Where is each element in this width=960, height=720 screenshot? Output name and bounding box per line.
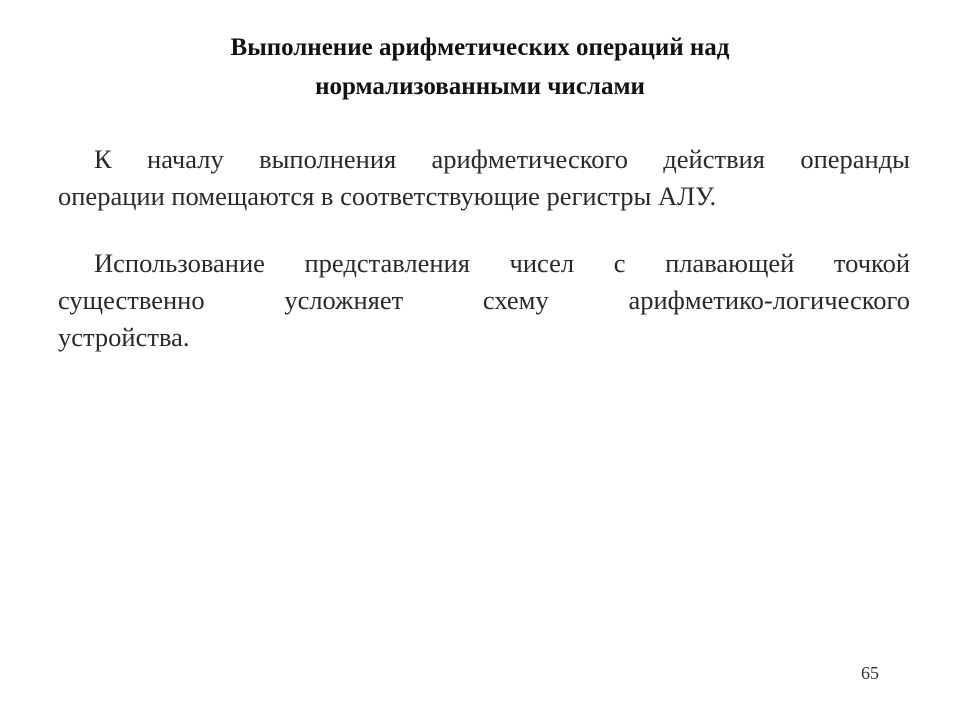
paragraph-2-line-2: существенно усложняет схему арифметико-логического — [58, 285, 910, 315]
paragraph-1 — [58, 141, 910, 215]
page-number: 65 — [861, 663, 879, 683]
slide-title-line-1: Выполнение арифметических операций над — [230, 34, 730, 61]
paragraph-1-line-1: К началу выполнения арифметического действия операнды — [94, 144, 910, 174]
paragraph-2-line-1: Использование представления чисел с плавающей точкой — [94, 248, 910, 278]
paragraph-2 — [58, 245, 910, 356]
paragraph-1-line-2: операции помещаются в соответствующие регистры АЛУ. — [58, 181, 717, 211]
slide-body — [58, 141, 910, 386]
slide-title-line-2: нормализованными числами — [315, 73, 645, 100]
slide-title — [60, 28, 900, 106]
paragraph-2-line-3: устройства. — [58, 322, 190, 352]
